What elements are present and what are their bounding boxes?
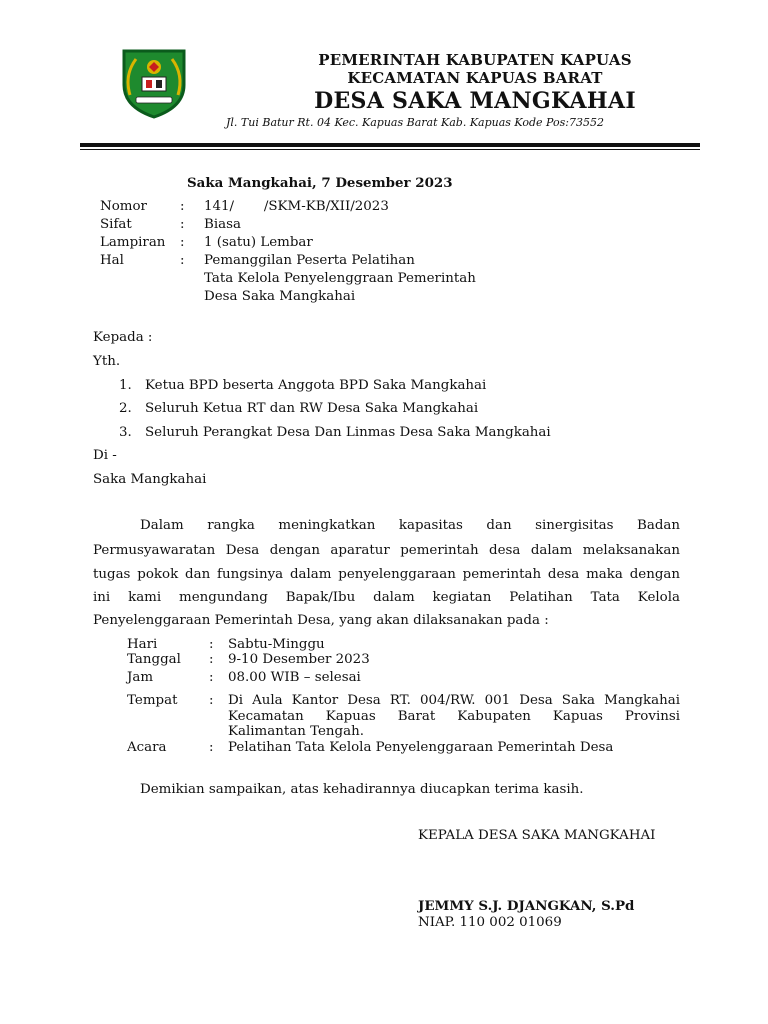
meta-label-sifat: Sifat [100,217,132,232]
schedule-sep: : [209,740,214,755]
schedule-label-hari: Hari [127,637,158,652]
schedule-sep: : [209,637,214,652]
body-line: ini kami mengundang Bapak/Ibu dalam kegiatan Pelatihan Tata Kelola [93,590,680,605]
letterhead-district: KECAMATAN KAPUAS BARAT [347,69,603,87]
body-line: Permusyawaratan Desa dengan aparatur pemerintah desa dalam melaksanakan [93,543,680,558]
meta-sep: : [180,199,185,214]
recipient-number: 1. [119,378,132,393]
schedule-sep: : [209,670,214,685]
body-line: Penyelenggaraan Pemerintah Desa, yang akan dilaksanakan pada : [93,613,549,628]
schedule-label-tempat: Tempat [127,693,178,708]
letterhead-rule-thick [80,143,700,147]
schedule-sep: : [209,693,214,708]
body-line: tugas pokok dan fungsinya dalam penyelenggaraan pemerintah desa maka dengan [93,567,680,582]
schedule-label-jam: Jam [127,670,154,685]
meta-label-nomor: Nomor [100,199,147,214]
schedule-value-jam: 08.00 WIB – selesai [228,670,361,685]
signatory-niap: NIAP. 110 002 01069 [418,915,562,930]
recipient-item: Ketua BPD beserta Anggota BPD Saka Mangkahai [145,378,487,393]
schedule-sep: : [209,652,214,667]
schedule-value-hari: Sabtu-Minggu [228,637,325,652]
schedule-value-tempat-line3: Kalimantan Tengah. [228,724,364,739]
meta-value-hal: Pemanggilan Peserta Pelatihan [204,253,415,268]
recipient-item: Seluruh Ketua RT dan RW Desa Saka Mangkahai [145,401,479,416]
letter-date: Saka Mangkahai, 7 Desember 2023 [187,175,453,191]
recipient-number: 3. [119,425,132,440]
letterhead-address: Jl. Tui Batur Rt. 04 Kec. Kapuas Barat Kab. Kapuas Kode Pos:73552 [226,116,604,129]
letterhead-rule-thin [80,149,700,150]
meta-value-hal-line2: Tata Kelola Penyelenggraan Pemerintah [204,271,476,286]
body-line: Dalam rangka meningkatkan kapasitas dan sinergisitas Badan [140,518,680,533]
signatory-title: KEPALA DESA SAKA MANGKAHAI [418,828,656,843]
meta-value-hal-line3: Desa Saka Mangkahai [204,289,356,304]
signatory-name: JEMMY S.J. DJANGKAN, S.Pd [418,898,635,914]
meta-sep: : [180,253,185,268]
meta-value-sifat: Biasa [204,217,241,232]
recipient-item: Seluruh Perangkat Desa Dan Linmas Desa Saka Mangkahai [145,425,551,440]
schedule-value-tempat: Di Aula Kantor Desa RT. 004/RW. 001 Desa Saka Mangkahai [228,693,680,708]
village-emblem-logo [116,45,192,121]
meta-label-lampiran: Lampiran [100,235,166,250]
recipient-number: 2. [119,401,132,416]
recipient-di: Di - [93,448,117,463]
schedule-label-acara: Acara [127,740,167,755]
recipient-yth: Yth. [93,354,121,369]
schedule-value-tempat-line2: Kecamatan Kapuas Barat Kabupaten Kapuas Provinsi [228,709,680,724]
recipient-place: Saka Mangkahai [93,472,207,487]
closing-sentence: Demikian sampaikan, atas kehadirannya diucapkan terima kasih. [140,782,584,797]
meta-label-hal: Hal [100,253,124,268]
recipient-kepada: Kepada : [93,330,153,345]
letterhead-village: DESA SAKA MANGKAHAI [314,88,636,114]
meta-value-nomor: 141/ /SKM-KB/XII/2023 [204,199,389,214]
meta-value-lampiran: 1 (satu) Lembar [204,235,313,250]
schedule-label-tanggal: Tanggal [127,652,181,667]
meta-sep: : [180,235,185,250]
schedule-value-acara: Pelatihan Tata Kelola Penyelenggaraan Pemerintah Desa [228,740,614,755]
meta-sep: : [180,217,185,232]
letterhead-government: PEMERINTAH KABUPATEN KAPUAS [318,51,632,69]
schedule-value-tanggal: 9-10 Desember 2023 [228,652,370,667]
